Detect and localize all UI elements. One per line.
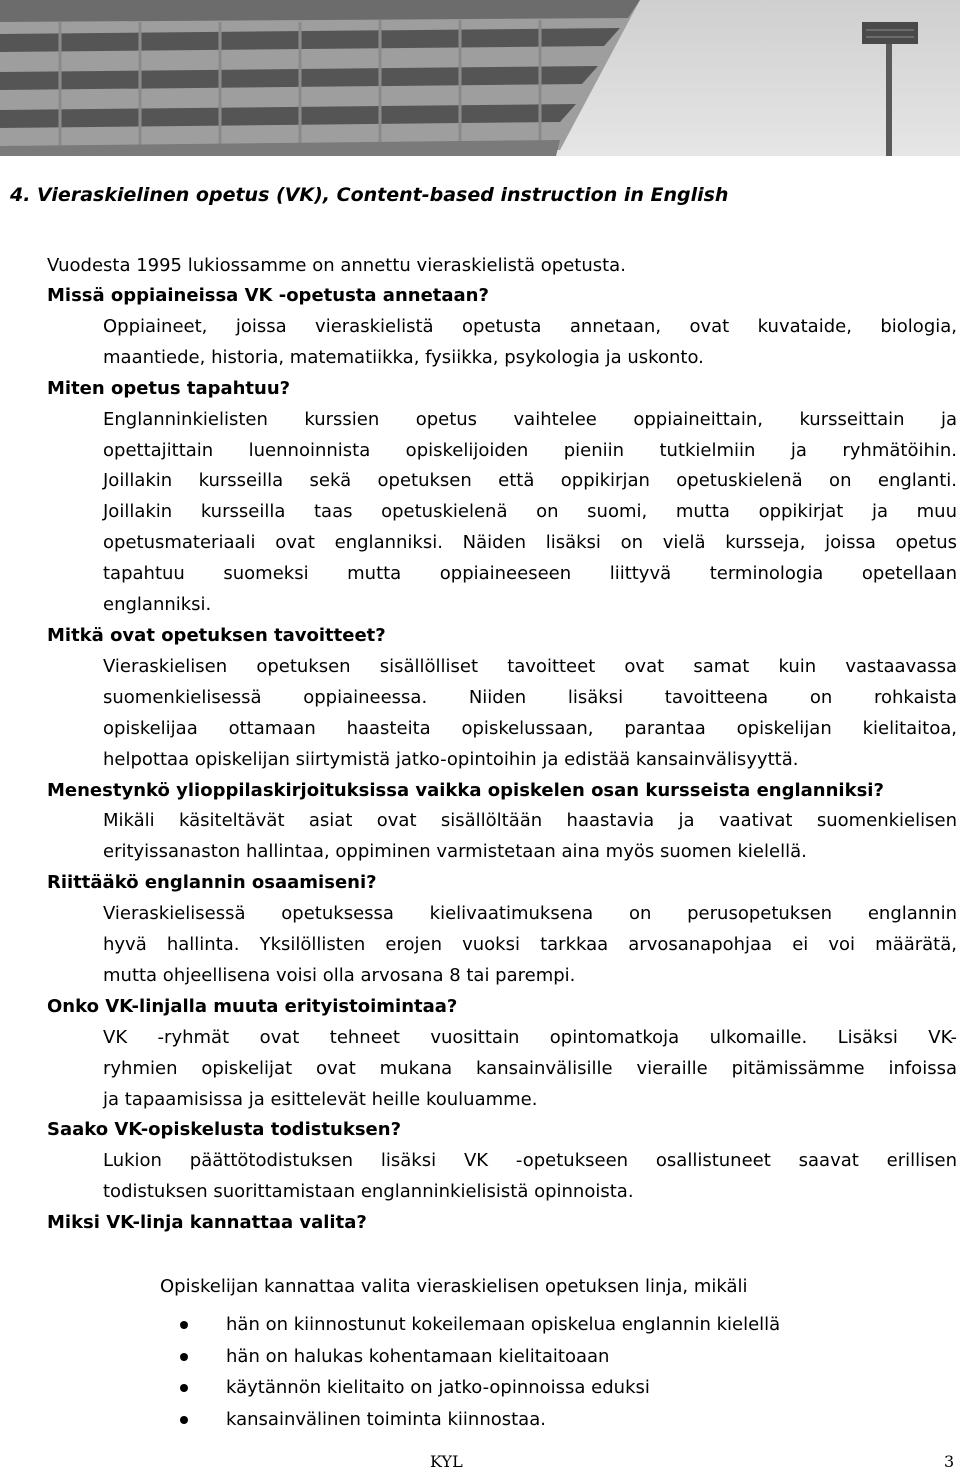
answer [103, 899, 957, 992]
answer [103, 806, 957, 868]
question: Riittääkö englannin osaamiseni? [47, 872, 377, 894]
question: Miten opetus tapahtuu? [47, 377, 291, 399]
answer-line: opettajittain luennoinnista opiskelijoiden pieniin tutkielmiin ja ryhmätöihin. [103, 439, 957, 461]
question: Saako VK-opiskelusta todistuksen? [47, 1119, 402, 1141]
answer-line: Joillakin kursseilla sekä opetuksen että oppikirjan opetuskielenä on englanti. [103, 470, 957, 492]
answer-line: helpottaa opiskelijan siirtymistä jatko-opintoihin ja edistää kansainvälisyyttä. [103, 748, 799, 770]
list-item [180, 1309, 780, 1341]
list-item [180, 1404, 780, 1436]
page-number: 3 [944, 1452, 955, 1471]
list-item-text: käytännön kielitaito on jatko-opinnoissa eduksi [226, 1377, 650, 1398]
answer [103, 1146, 957, 1208]
answer [103, 312, 957, 374]
section-heading: 4. Vieraskielinen opetus (VK), Content-based instruction in English [10, 184, 729, 206]
answer-line: erityissanaston hallintaa, oppiminen varmistetaan aina myös suomen kielellä. [103, 841, 807, 863]
answer-line: Vieraskielisen opetuksen sisällölliset tavoitteet ovat samat kuin vastaavassa [103, 655, 957, 677]
answer-line: Oppiaineet, joissa vieraskielistä opetusta annetaan, ovat kuvataide, biologia, [103, 315, 957, 337]
list-item-text: hän on kiinnostunut kokeilemaan opiskelua englannin kielellä [226, 1314, 781, 1335]
question: Mitkä ovat opetuksen tavoitteet? [47, 624, 386, 646]
answer [103, 405, 957, 621]
header-building-photo [0, 0, 960, 156]
answer [103, 652, 957, 776]
answer-line: todistuksen suorittamistaan englanninkielisistä opinnoista. [103, 1181, 634, 1203]
question: Onko VK-linjalla muuta erityistoimintaa? [47, 995, 458, 1017]
question: Missä oppiaineissa VK -opetusta annetaan? [47, 285, 489, 306]
answer-line: suomenkielisessä oppiaineessa. Niiden lisäksi tavoitteena on rohkaista [103, 686, 957, 708]
answer-line: ryhmien opiskelijat ovat mukana kansainvälisille vieraille pitämissämme infoissa [103, 1057, 957, 1079]
question: Menestynkö ylioppilaskirjoituksissa vaikka opiskelen osan kursseista englanniksi? [47, 779, 884, 801]
building-photo-graphic [0, 0, 960, 156]
intro-text: Vuodesta 1995 lukiossamme on annettu vieraskielistä opetusta. [47, 255, 626, 276]
answer-line: opiskelijaa ottamaan haasteita opiskelussaan, parantaa opiskelijan kielitaitoa, [103, 717, 957, 739]
list-item [180, 1372, 780, 1404]
qa-section [47, 281, 957, 1239]
footer-org: KYL [430, 1452, 463, 1471]
list-item [180, 1341, 780, 1373]
bullet-dot-icon [180, 1321, 188, 1329]
bullet-dot-icon [180, 1353, 188, 1361]
question: Miksi VK-linja kannattaa valita? [47, 1212, 367, 1234]
answer-line: maantiede, historia, matematiikka, fysiikka, psykologia ja uskonto. [103, 346, 704, 368]
answer-line: tapahtuu suomeksi mutta oppiaineeseen liittyvä terminologia opetellaan [103, 563, 957, 585]
answer-line: Vieraskielisessä opetuksessa kielivaatimuksena on perusopetuksen englannin [103, 903, 957, 925]
answer-line: mutta ohjeellisena voisi olla arvosana 8 tai parempi. [103, 964, 576, 986]
reasons-list [180, 1309, 780, 1435]
bullet-dot-icon [180, 1384, 188, 1392]
answer-line: ja tapaamisissa ja esittelevät heille kouluamme. [103, 1088, 538, 1110]
bullet-dot-icon [180, 1416, 188, 1424]
list-item-text: hän on halukas kohentamaan kielitaitoaan [226, 1345, 610, 1367]
list-item-text: kansainvälinen toiminta kiinnostaa. [226, 1408, 546, 1430]
answer-line: Lukion päättötodistuksen lisäksi VK -opetukseen osallistuneet saavat erillisen [103, 1150, 957, 1172]
answer-line: Mikäli käsiteltävät asiat ovat sisällöltään haastavia ja vaativat suomenkielisen [103, 810, 957, 832]
answer-line: VK -ryhmät ovat tehneet vuosittain opintomatkoja ulkomaille. Lisäksi VK- [103, 1026, 957, 1048]
answer-line: Joillakin kursseilla taas opetuskielenä on suomi, mutta oppikirjat ja muu [103, 501, 957, 523]
answer-line: englanniksi. [103, 594, 212, 616]
why-intro-text: Opiskelijan kannattaa valita vieraskielisen opetuksen linja, mikäli [160, 1276, 748, 1297]
answer [103, 1023, 957, 1116]
answer-line: hyvä hallinta. Yksilöllisten erojen vuoksi tarkkaa arvosanapohjaa ei voi määrätä, [103, 934, 957, 956]
answer-line: opetusmateriaali ovat englanniksi. Näiden lisäksi on vielä kursseja, joissa opetus [103, 532, 957, 554]
answer-line: Englanninkielisten kurssien opetus vaihtelee oppiaineittain, kursseittain ja [103, 408, 957, 430]
